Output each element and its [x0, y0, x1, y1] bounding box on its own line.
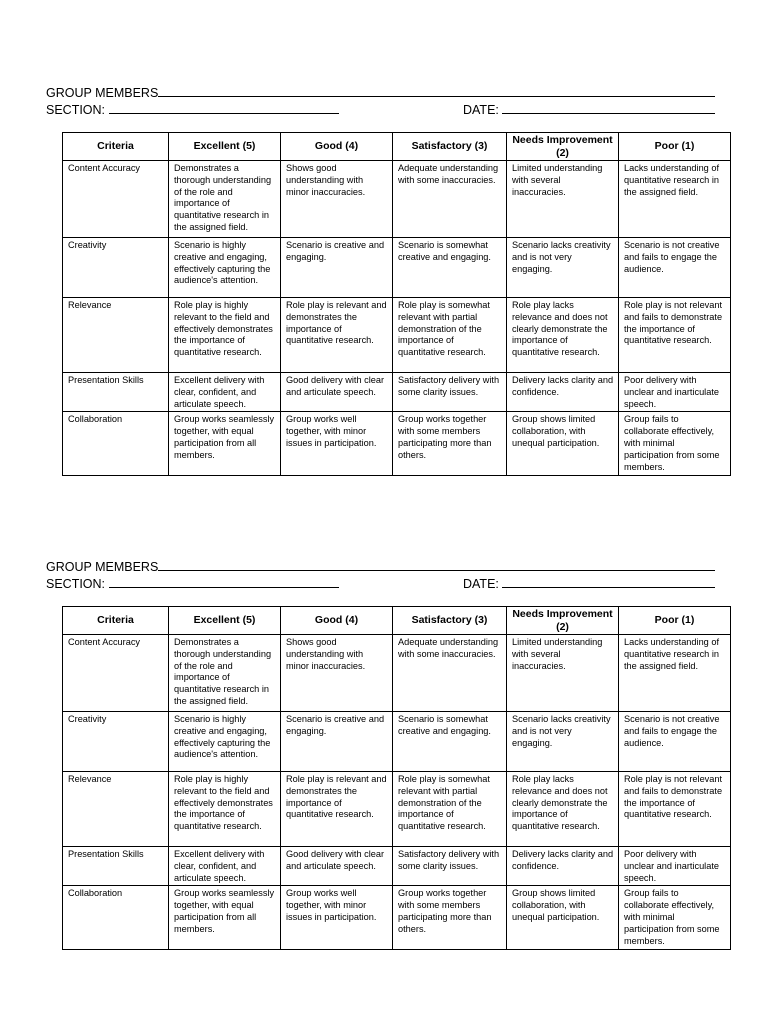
rubric-cell: Scenario lacks creativity and is not very engaging. — [507, 238, 619, 298]
rubric-cell: Scenario is creative and engaging. — [281, 238, 393, 298]
col-header-criteria: Criteria — [63, 607, 169, 635]
rubric-cell: Role play lacks relevance and does not clearly demonstrate the importance of quantitative research. — [507, 298, 619, 373]
rubric-cell: Group shows limited collaboration, with unequal participation. — [507, 412, 619, 476]
col-header-good: Good (4) — [281, 607, 393, 635]
section-blank[interactable] — [109, 575, 339, 588]
section-label: SECTION: — [46, 103, 106, 117]
rubric-cell: Satisfactory delivery with some clarity issues. — [393, 847, 507, 886]
rubric-cell: Scenario is highly creative and engaging, effectively capturing the audience's attention. — [169, 238, 281, 298]
table-row — [63, 772, 731, 847]
criteria-cell: Presentation Skills — [63, 847, 169, 886]
rubric-cell: Adequate understanding with some inaccuracies. — [393, 635, 507, 712]
table-row — [63, 847, 731, 886]
rubric-cell: Excellent delivery with clear, confident, and articulate speech. — [169, 373, 281, 412]
group-members-line — [46, 84, 715, 101]
rubric-cell: Group shows limited collaboration, with unequal participation. — [507, 886, 619, 950]
group-members-label: GROUP MEMBERS — [46, 560, 159, 574]
date-label: DATE: — [463, 103, 499, 117]
col-header-good: Good (4) — [281, 133, 393, 161]
col-header-poor: Poor (1) — [619, 133, 731, 161]
criteria-cell: Content Accuracy — [63, 161, 169, 238]
rubric-cell: Adequate understanding with some inaccuracies. — [393, 161, 507, 238]
rubric-cell: Role play is not relevant and fails to demonstrate the importance of quantitative research. — [619, 298, 731, 373]
rubric-cell: Group fails to collaborate effectively, with minimal participation from some members. — [619, 886, 731, 950]
table-row — [63, 712, 731, 772]
criteria-cell: Collaboration — [63, 412, 169, 476]
rubric-cell: Role play is somewhat relevant with partial demonstration of the importance of quantitative research. — [393, 298, 507, 373]
date-line — [463, 575, 715, 592]
rubric-cell: Delivery lacks clarity and confidence. — [507, 373, 619, 412]
header-row — [63, 133, 731, 161]
date-label: DATE: — [463, 577, 499, 591]
rubric-cell: Role play is not relevant and fails to demonstrate the importance of quantitative research. — [619, 772, 731, 847]
rubric-cell: Scenario lacks creativity and is not very engaging. — [507, 712, 619, 772]
table-row — [63, 161, 731, 238]
date-line — [463, 101, 715, 118]
table-row — [63, 238, 731, 298]
rubric-cell: Role play lacks relevance and does not clearly demonstrate the importance of quantitative research. — [507, 772, 619, 847]
criteria-cell: Creativity — [63, 238, 169, 298]
table-row — [63, 886, 731, 950]
rubric-cell: Role play is relevant and demonstrates the importance of quantitative research. — [281, 772, 393, 847]
rubric-cell: Limited understanding with several inaccuracies. — [507, 635, 619, 712]
section-blank[interactable] — [109, 101, 339, 114]
col-header-needs-improvement: Needs Improvement (2) — [507, 133, 619, 161]
table-row — [63, 373, 731, 412]
rubric-cell: Lacks understanding of quantitative research in the assigned field. — [619, 161, 731, 238]
rubric-cell: Group works together with some members participating more than others. — [393, 886, 507, 950]
criteria-cell: Content Accuracy — [63, 635, 169, 712]
rubric-cell: Shows good understanding with minor inaccuracies. — [281, 161, 393, 238]
rubric-cell: Delivery lacks clarity and confidence. — [507, 847, 619, 886]
group-members-blank[interactable] — [158, 84, 715, 97]
header-row — [63, 607, 731, 635]
rubric-cell: Demonstrates a thorough understanding of the role and importance of quantitative research in the assigned field. — [169, 161, 281, 238]
rubric-cell: Group works well together, with minor issues in participation. — [281, 886, 393, 950]
rubric-cell: Group works seamlessly together, with equal participation from all members. — [169, 886, 281, 950]
rubric-cell: Scenario is somewhat creative and engaging. — [393, 712, 507, 772]
rubric-cell: Role play is somewhat relevant with partial demonstration of the importance of quantitative research. — [393, 772, 507, 847]
rubric-table — [62, 606, 731, 950]
section-line — [46, 101, 339, 118]
rubric-cell: Role play is relevant and demonstrates the importance of quantitative research. — [281, 298, 393, 373]
rubric-cell: Scenario is somewhat creative and engaging. — [393, 238, 507, 298]
rubric-cell: Group works together with some members participating more than others. — [393, 412, 507, 476]
rubric-cell: Lacks understanding of quantitative research in the assigned field. — [619, 635, 731, 712]
rubric-cell: Shows good understanding with minor inaccuracies. — [281, 635, 393, 712]
group-members-blank[interactable] — [158, 558, 715, 571]
criteria-cell: Creativity — [63, 712, 169, 772]
criteria-cell: Collaboration — [63, 886, 169, 950]
col-header-needs-improvement: Needs Improvement (2) — [507, 607, 619, 635]
rubric-cell: Scenario is not creative and fails to engage the audience. — [619, 238, 731, 298]
col-header-criteria: Criteria — [63, 133, 169, 161]
rubric-cell: Group works well together, with minor issues in participation. — [281, 412, 393, 476]
section-label: SECTION: — [46, 577, 106, 591]
criteria-cell: Relevance — [63, 298, 169, 373]
criteria-cell: Relevance — [63, 772, 169, 847]
rubric-cell: Satisfactory delivery with some clarity issues. — [393, 373, 507, 412]
col-header-excellent: Excellent (5) — [169, 133, 281, 161]
rubric-table — [62, 132, 731, 476]
rubric-cell: Limited understanding with several inaccuracies. — [507, 161, 619, 238]
rubric-cell: Good delivery with clear and articulate speech. — [281, 847, 393, 886]
date-blank[interactable] — [502, 575, 715, 588]
criteria-cell: Presentation Skills — [63, 373, 169, 412]
rubric-cell: Poor delivery with unclear and inarticulate speech. — [619, 847, 731, 886]
table-row — [63, 298, 731, 373]
table-row — [63, 412, 731, 476]
rubric-cell: Group fails to collaborate effectively, with minimal participation from some members. — [619, 412, 731, 476]
section-line — [46, 575, 339, 592]
rubric-cell: Group works seamlessly together, with equal participation from all members. — [169, 412, 281, 476]
rubric-cell: Role play is highly relevant to the field and effectively demonstrates the importance of quantitative research. — [169, 298, 281, 373]
group-members-label: GROUP MEMBERS — [46, 86, 159, 100]
rubric-cell: Role play is highly relevant to the field and effectively demonstrates the importance of quantitative research. — [169, 772, 281, 847]
col-header-excellent: Excellent (5) — [169, 607, 281, 635]
group-members-line — [46, 558, 715, 575]
rubric-cell: Poor delivery with unclear and inarticulate speech. — [619, 373, 731, 412]
rubric-cell: Scenario is creative and engaging. — [281, 712, 393, 772]
rubric-cell: Scenario is not creative and fails to engage the audience. — [619, 712, 731, 772]
col-header-poor: Poor (1) — [619, 607, 731, 635]
col-header-satisfactory: Satisfactory (3) — [393, 607, 507, 635]
date-blank[interactable] — [502, 101, 715, 114]
rubric-cell: Good delivery with clear and articulate speech. — [281, 373, 393, 412]
rubric-cell: Demonstrates a thorough understanding of the role and importance of quantitative research in the assigned field. — [169, 635, 281, 712]
rubric-cell: Scenario is highly creative and engaging, effectively capturing the audience's attention. — [169, 712, 281, 772]
col-header-satisfactory: Satisfactory (3) — [393, 133, 507, 161]
rubric-cell: Excellent delivery with clear, confident, and articulate speech. — [169, 847, 281, 886]
table-row — [63, 635, 731, 712]
